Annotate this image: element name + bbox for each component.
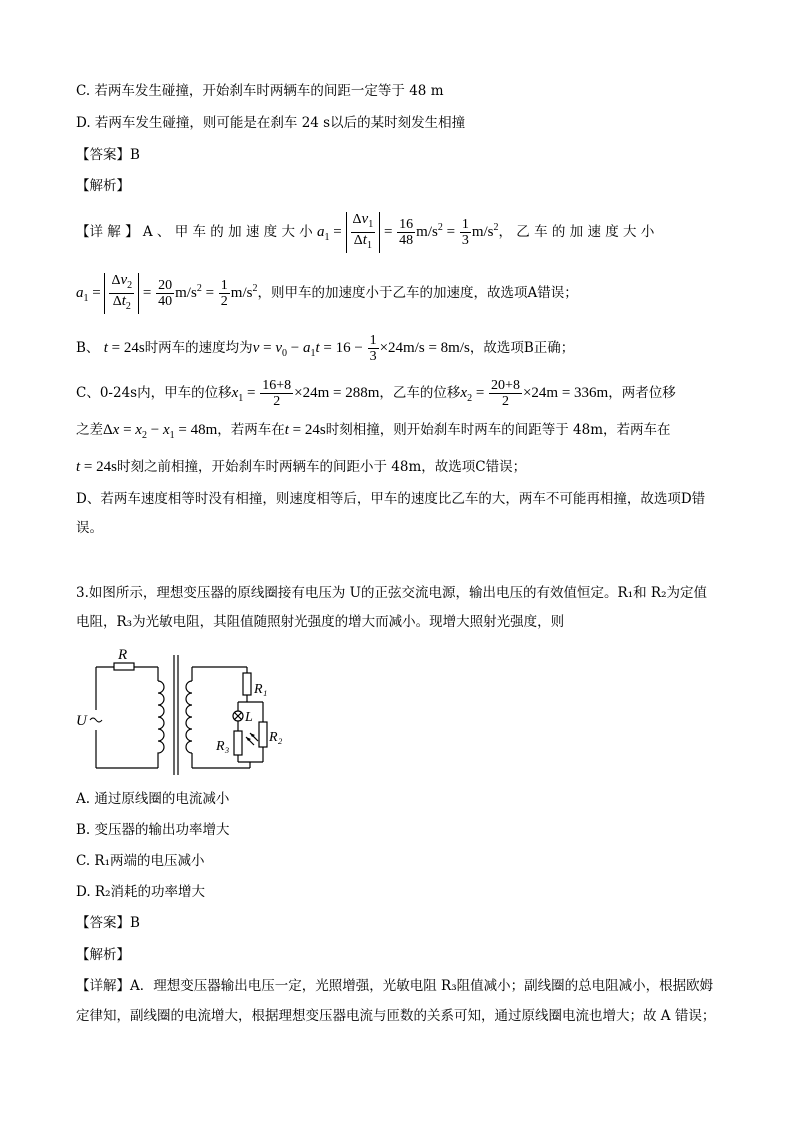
resistor-r [114,663,134,670]
option-a: A. 通过原线圈的电流减小 [76,791,230,807]
detail-line-2: $a_1$ = $\frac{\Delta v_2}{\Delta t_2}$ = $\frac{20}{40}$ $m/s^2$ = $\frac{1}{2}$ $m/s^2$，则甲车的加速度小于乙车的加速度，故选项A错误； [76,272,578,312]
label-r1: R₁ [254,682,268,697]
secondary-coil [186,681,192,753]
detail-line-1: 【详 解 】 A 、 甲 车 的 加 速 度 大 小 $a_1$ = $\frac{\Delta v_1}{\Delta t_1}$ = $\frac{16}{48}$ $m/s^2$ = $\frac{1}{3}$ $m/s^2$， 乙 车 的 加 速 度 大 小 [76,211,655,251]
transformer-circuit-diagram [74,645,274,780]
answer-label-2: 【答案】B [76,915,140,931]
option-d: D. R₂消耗的功率增大 [76,884,206,900]
label-r: R [118,647,128,663]
detail-line-6: t = 24s时刻之前相撞，开始刹车时两辆车的间距小于 48m，故选项C错误； [76,459,527,475]
label-u: U [76,713,87,729]
resistor-r2 [259,722,267,747]
resistor-r3 [234,731,242,755]
question-3-line-2: 电阻，R₃为光敏电阻，其阻值随照射光强度的增大而减小。现增大照射光强度，则 [76,614,565,630]
analysis-label-2: 【解析】 [76,947,130,963]
detail-2-line-1: 【详解】A．理想变压器输出电压一定，光照增强，光敏电阻 R₃阻值减小；副线圈的总电阻减小，根据欧姆 [76,978,714,994]
option-b: B. 变压器的输出功率增大 [76,822,230,838]
detail-line-4: C、0-24s内，甲车的位移$x_1$ = $\frac{16+8}{2}$ ×24m = 288m，乙车的位移$x_2$ = $\frac{20+8}{2}$ ×24m = 336m，两者位移 [76,378,676,409]
question-3-line-1: 3.如图所示，理想变压器的原线圈接有电压为 U的正弦交流电源，输出电压的有效值恒定。R₁和 R₂为定值 [76,585,707,601]
option-c: C. R₁两端的电压减小 [76,853,205,869]
resistor-r1 [243,673,251,695]
option-c-prev: C. 若两车发生碰撞，开始刹车时两辆车的间距一定等于 48 m [76,83,444,99]
detail-line-8: 误。 [76,520,103,536]
detail-line-7: D、若两车速度相等时没有相撞，则速度相等后，甲车的速度比乙车的大，两车不可能再相撞，故选项D错 [76,491,706,507]
analysis-label: 【解析】 [76,178,130,194]
label-l: L [245,710,253,725]
detail-line-3: B、 t = 24s时两车的速度均为$v = v_0 - a_1t = 16$ − $\frac{1}{3}$ ×24m/s = 8m/s，故选项B正确； [76,333,575,364]
label-r3: R₃ [216,739,230,754]
detail-2-line-2: 定律知，副线圈的电流增大，根据理想变压器电流与匝数的关系可知，通过原线圈电流也增大；故 A 错误； [76,1008,716,1024]
option-d-prev: D. 若两车发生碰撞，则可能是在刹车 24 s以后的某时刻发生相撞 [76,115,466,131]
answer-label: 【答案】B [76,147,140,163]
detail-line-5: 之差$\Delta x = x_2 - x_1 = 48m$，若两车在t = 24s时刻相撞，则开始刹车时两车的间距等于 48m，若两车在 [76,422,671,441]
primary-coil [158,681,164,755]
label-r2-outside: R₂ [269,730,283,745]
